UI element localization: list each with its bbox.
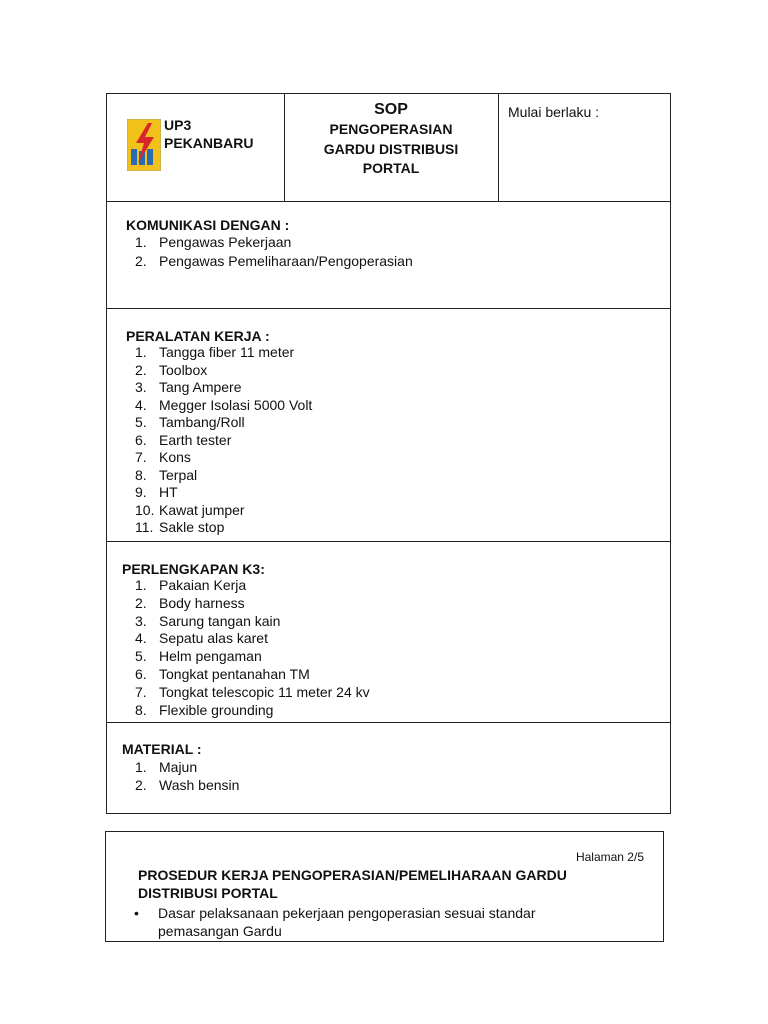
list-item-text: Tongkat pentanahan TM [159, 665, 310, 682]
sop-document-table [106, 93, 671, 814]
material-list [135, 758, 239, 794]
list-item-number: 7. [135, 449, 147, 465]
list-item [135, 233, 413, 252]
section-divider [107, 308, 670, 309]
sop-subtitle-3: PORTAL [362, 160, 420, 176]
list-item-text: Tongkat telescopic 11 meter 24 kv [159, 683, 370, 700]
list-item-number: 2. [135, 361, 147, 378]
list-item-text: Tang Ampere [159, 379, 242, 395]
list-item-number: 8. [135, 701, 147, 718]
list-item [135, 577, 370, 595]
list-item [135, 379, 312, 397]
list-item-number: 2. [135, 253, 147, 269]
list-item [135, 519, 312, 537]
prosedur-bullet-line-1: Dasar pelaksanaan pekerjaan pengoperasian sesuai standar [158, 905, 536, 921]
list-item [135, 684, 370, 702]
sop-subtitle-1: PENGOPERASIAN [329, 121, 453, 137]
list-item-text: Body harness [159, 594, 245, 611]
list-item-number: 8. [135, 466, 147, 483]
list-item-text: Earth tester [159, 431, 232, 448]
list-item [135, 449, 312, 467]
org-line-2: PEKANBARU [164, 135, 254, 151]
list-item-number: 2. [135, 777, 147, 793]
list-item-text: Flexible grounding [159, 701, 274, 718]
list-item-text: Pengawas Pemeliharaan/Pengoperasian [159, 253, 413, 269]
list-item-number: 6. [135, 431, 147, 448]
list-item-text: Majun [159, 759, 198, 775]
list-item-number: 10. [135, 501, 155, 518]
sop-title: SOP [374, 101, 408, 118]
komunikasi-title: KOMUNIKASI DENGAN : [126, 217, 290, 233]
peralatan-title: PERALATAN KERJA : [126, 328, 270, 344]
list-item-text: HT [159, 484, 178, 500]
list-item-number: 1. [135, 234, 147, 250]
list-item [135, 758, 239, 776]
list-item-text: Tangga fiber 11 meter [159, 344, 295, 360]
komunikasi-list [135, 233, 413, 271]
list-item-number: 5. [135, 414, 147, 430]
list-item-text: Wash bensin [159, 777, 240, 793]
list-item [135, 397, 312, 415]
list-item-text: Pakaian Kerja [159, 577, 247, 593]
k3-list [135, 577, 370, 719]
list-item-number: 3. [135, 379, 147, 395]
list-item-text: Megger Isolasi 5000 Volt [159, 396, 313, 413]
list-item [135, 630, 370, 648]
list-item-number: 1. [135, 759, 147, 775]
list-item-number: 2. [135, 594, 147, 611]
k3-title: PERLENGKAPAN K3: [122, 561, 265, 577]
list-item-number: 5. [135, 648, 147, 665]
list-item-text: Sepatu alas karet [159, 630, 268, 647]
pln-logo-icon [127, 119, 161, 171]
prosedur-bullet [134, 904, 578, 940]
list-item-text: Sakle stop [159, 519, 225, 535]
list-item [135, 484, 312, 502]
prosedur-box [105, 831, 664, 942]
org-name [164, 116, 253, 152]
list-item-number: 9. [135, 484, 147, 500]
effective-date-cell [498, 94, 670, 201]
list-item-text: Pengawas Pekerjaan [159, 234, 292, 250]
list-item [135, 362, 312, 380]
list-item [135, 467, 312, 485]
list-item-text: Kawat jumper [159, 501, 245, 518]
list-item [135, 613, 370, 631]
list-item-number: 4. [135, 630, 147, 647]
list-item [135, 414, 312, 432]
list-item-number: 4. [135, 396, 147, 413]
org-line-1: UP3 [164, 117, 192, 133]
prosedur-bullet-line-2: pemasangan Gardu [158, 923, 282, 939]
list-item-number: 6. [135, 665, 147, 682]
prosedur-title-line-1: PROSEDUR KERJA PENGOPERASIAN/PEMELIHARAAN GARDU [138, 867, 567, 883]
sop-subtitle-2: GARDU DISTRIBUSI [323, 140, 459, 157]
list-item [135, 502, 312, 520]
list-item [135, 702, 370, 720]
bullet-icon: • [134, 905, 139, 921]
list-item-number: 7. [135, 683, 147, 700]
list-item-text: Sarung tangan kain [159, 612, 281, 629]
peralatan-list [135, 344, 312, 537]
effective-date-label: Mulai berlaku : [508, 104, 600, 120]
list-item-text: Toolbox [159, 361, 208, 378]
list-item-text: Helm pengaman [159, 648, 262, 665]
list-item [135, 344, 312, 362]
section-divider [107, 722, 670, 723]
list-item-number: 3. [135, 612, 147, 629]
list-item-number: 1. [135, 344, 147, 360]
list-item [135, 776, 239, 794]
prosedur-title-line-2: DISTRIBUSI PORTAL [138, 885, 278, 901]
list-item [135, 432, 312, 450]
sop-title-cell [284, 94, 499, 201]
list-item-number: 11. [135, 519, 154, 535]
org-cell [107, 94, 285, 201]
list-item-text: Tambang/Roll [159, 414, 245, 430]
prosedur-title [138, 866, 567, 902]
page-number: Halaman 2/5 [575, 850, 644, 864]
list-item [135, 648, 370, 666]
document-header [107, 94, 670, 202]
list-item [135, 595, 370, 613]
section-divider [107, 541, 670, 542]
material-title: MATERIAL : [122, 741, 202, 757]
list-item-text: Kons [159, 449, 191, 465]
list-item [135, 666, 370, 684]
list-item-text: Terpal [159, 466, 198, 483]
list-item [135, 252, 413, 271]
list-item-number: 1. [135, 577, 147, 593]
